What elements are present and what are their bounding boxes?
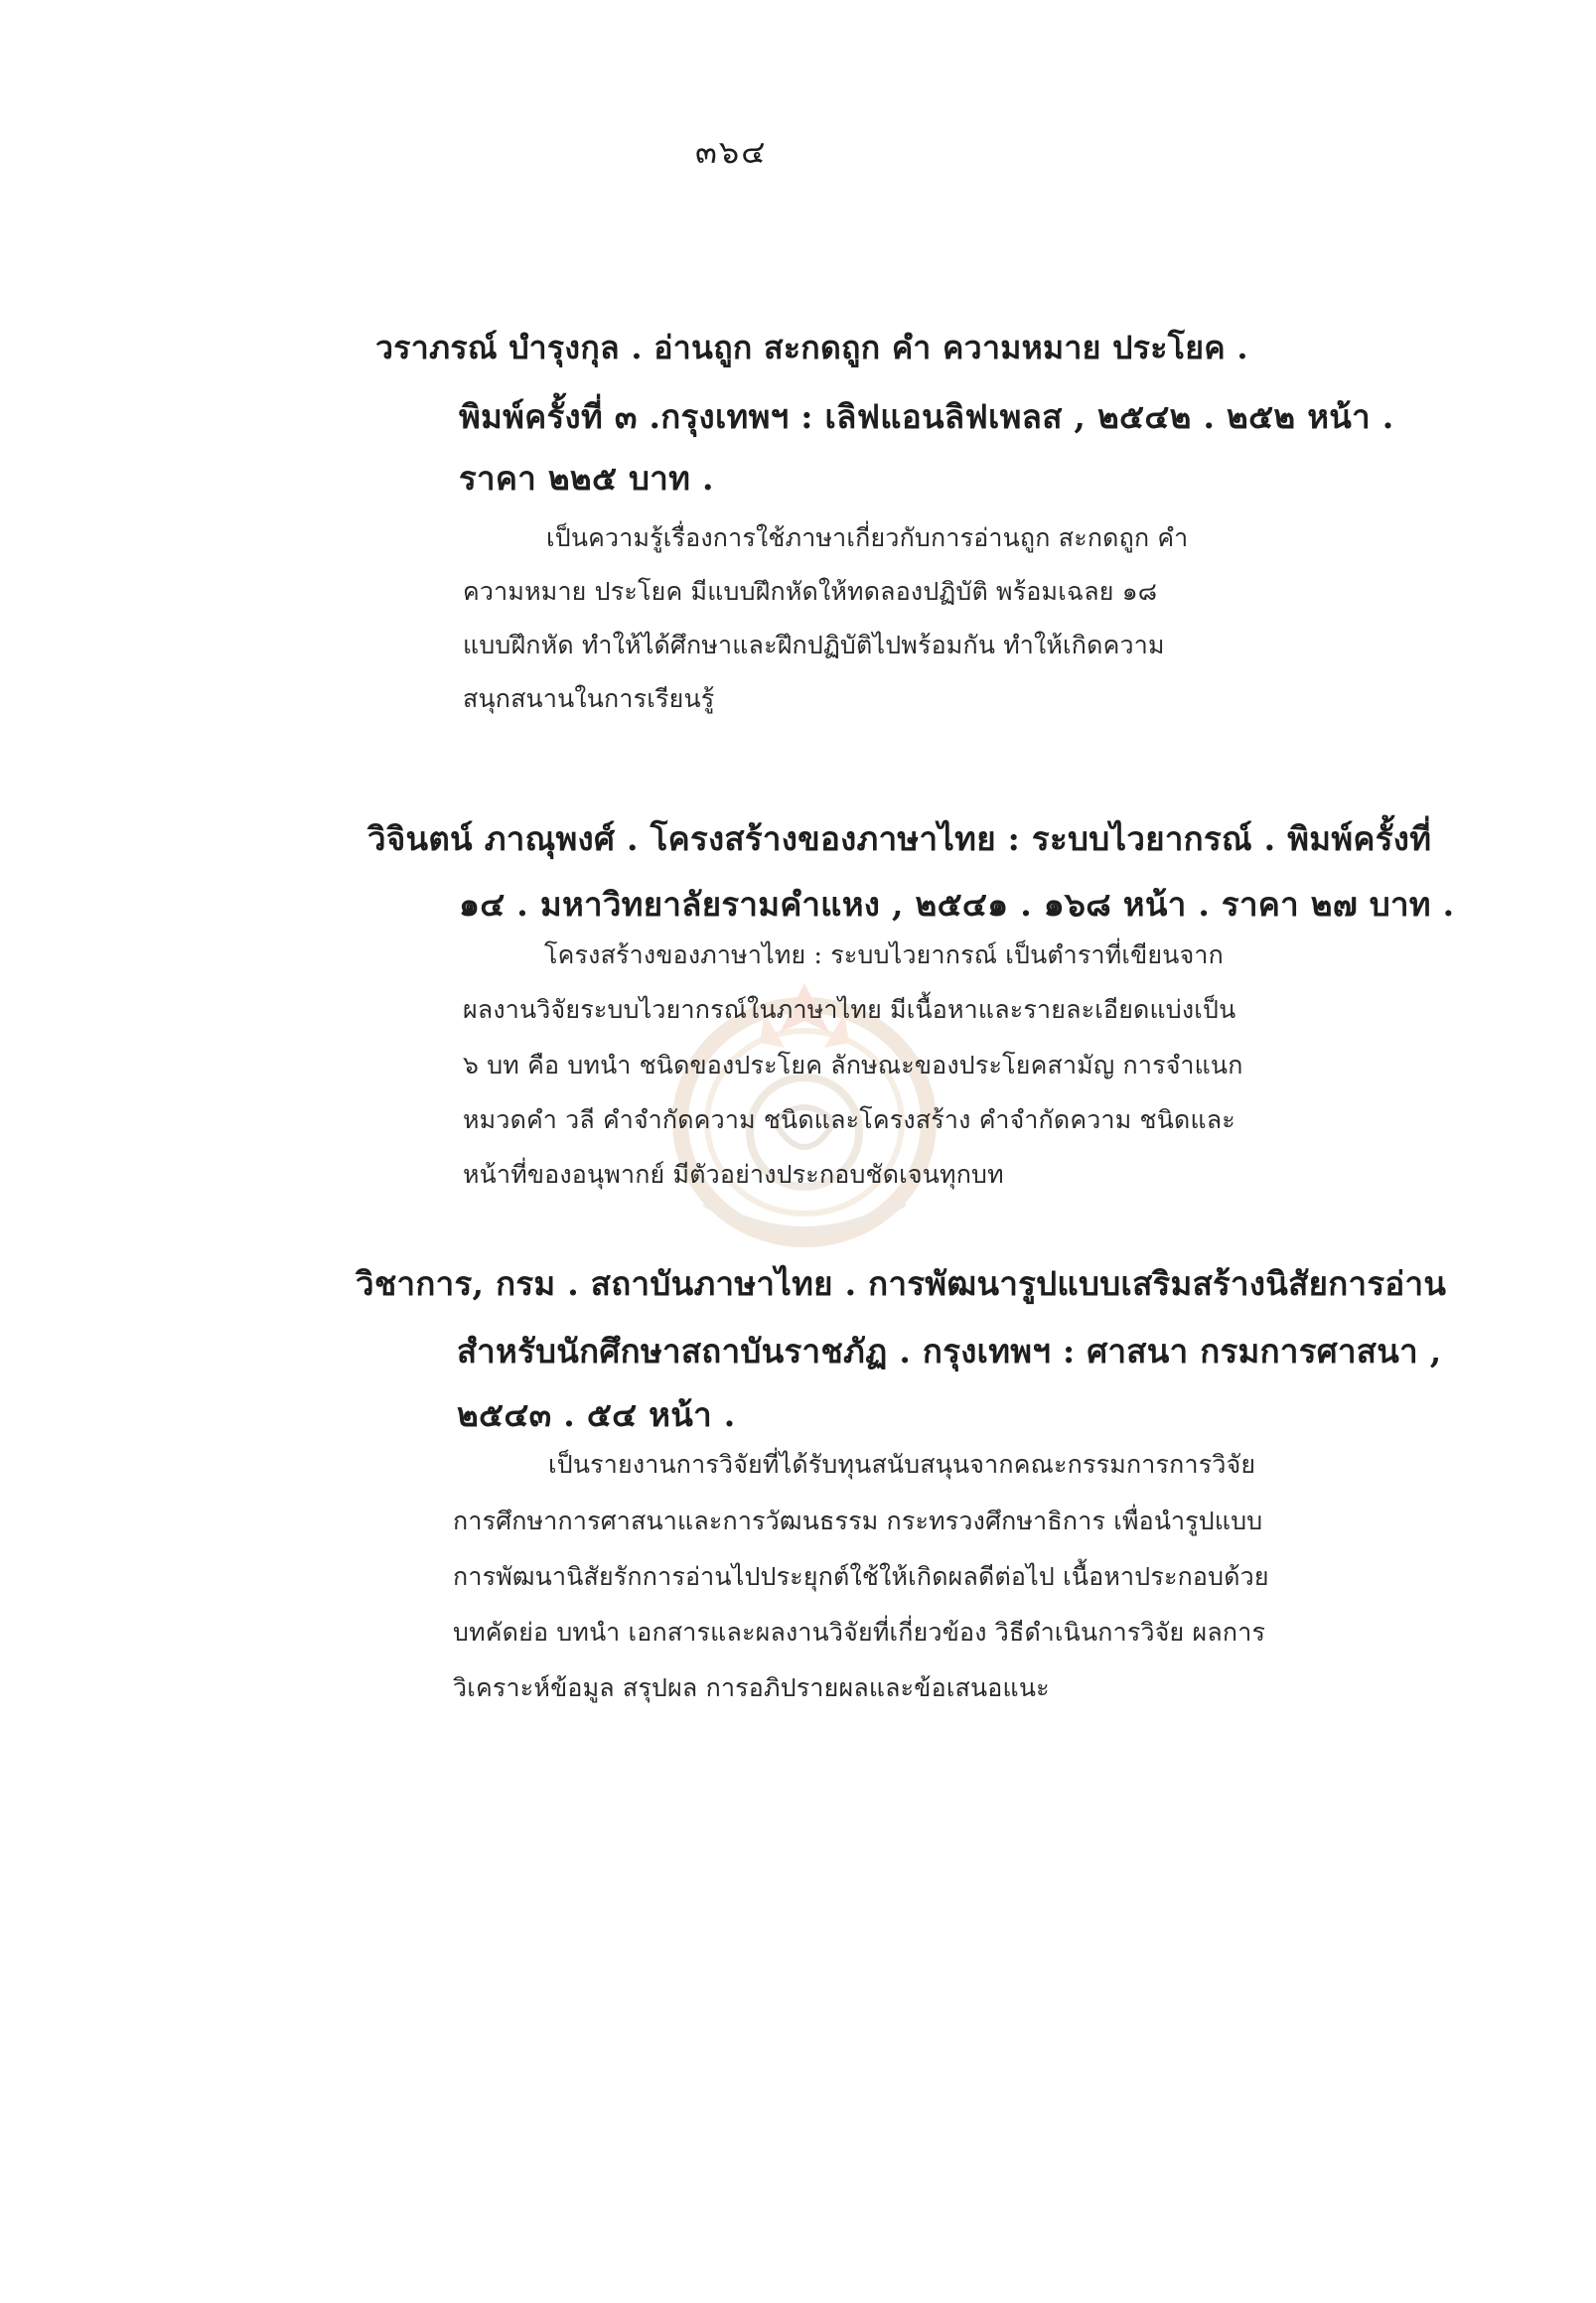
- citation-line: ราคา ๒๒๕ บาท .: [459, 459, 714, 498]
- annotation-line: แบบฝึกหัด ทำให้ได้ศึกษาและฝึกปฏิบัติไปพร้อมกัน ทำให้เกิดความ: [463, 631, 1165, 659]
- page-number: ๓๖๔: [695, 133, 768, 171]
- citation-line: วิจินตน์ ภาณุพงศ์ . โครงสร้างของภาษาไทย : ระบบไวยากรณ์ . พิมพ์ครั้งที่: [367, 819, 1432, 858]
- annotation-line: หน้าที่ของอนุพากย์ มีตัวอย่างประกอบชัดเจนทุกบท: [463, 1160, 1004, 1189]
- citation-line: สำหรับนักศึกษาสถาบันราชภัฏ . กรุงเทพฯ : ศาสนา กรมการศาสนา ,: [457, 1332, 1442, 1370]
- annotation-line: โครงสร้างของภาษาไทย : ระบบไวยากรณ์ เป็นตำราที่เขียนจาก: [544, 940, 1224, 969]
- annotation-line: วิเคราะห์ข้อมูล สรุปผล การอภิปรายผลและข้อเสนอแนะ: [453, 1673, 1050, 1702]
- citation-line: วิชาการ, กรม . สถาบันภาษาไทย . การพัฒนารูปแบบเสริมสร้างนิสัยการอ่าน: [356, 1264, 1447, 1303]
- annotation-line: การศึกษาการศาสนาและการวัฒนธรรม กระทรวงศึกษาธิการ เพื่อนำรูปแบบ: [453, 1507, 1263, 1535]
- annotation-line: หมวดคำ วลี คำจำกัดความ ชนิดและโครงสร้าง คำจำกัดความ ชนิดและ: [463, 1105, 1235, 1134]
- annotation-line: เป็นความรู้เรื่องการใช้ภาษาเกี่ยวกับการอ่านถูก สะกดถูก คำ: [546, 523, 1189, 552]
- annotation-line: ความหมาย ประโยค มีแบบฝึกหัดให้ทดลองปฏิบัติ พร้อมเฉลย ๑๘: [463, 577, 1158, 606]
- annotation-line: สนุกสนานในการเรียนรู้: [463, 684, 715, 713]
- citation-line: ๑๔ . มหาวิทยาลัยรามคำแหง , ๒๕๔๑ . ๑๖๘ หน้า . ราคา ๒๗ บาท .: [459, 885, 1455, 924]
- annotation-line: การพัฒนานิสัยรักการอ่านไปประยุกต์ใช้ให้เกิดผลดีต่อไป เนื้อหาประกอบด้วย: [453, 1562, 1269, 1591]
- annotation-line: ผลงานวิจัยระบบไวยากรณ์ในภาษาไทย มีเนื้อหาและรายละเอียดแบ่งเป็น: [463, 995, 1236, 1024]
- citation-line: วราภรณ์ บำรุงกุล . อ่านถูก สะกดถูก คำ ความหมาย ประโยค .: [375, 329, 1248, 366]
- citation-line: พิมพ์ครั้งที่ ๓ .กรุงเทพฯ : เลิฟแอนลิฟเพลส , ๒๕๔๒ . ๒๕๒ หน้า .: [459, 397, 1394, 436]
- annotation-line: เป็นรายงานการวิจัยที่ได้รับทุนสนับสนุนจากคณะกรรมการการวิจัย: [548, 1450, 1256, 1479]
- annotation-line: ๖ บท คือ บทนำ ชนิดของประโยค ลักษณะของประโยคสามัญ การจำแนก: [463, 1051, 1243, 1080]
- annotation-line: บทคัดย่อ บทนำ เอกสารและผลงานวิจัยที่เกี่ยวข้อง วิธีดำเนินการวิจัย ผลการ: [453, 1618, 1266, 1647]
- citation-line: ๒๕๔๓ . ๕๔ หน้า .: [457, 1395, 736, 1434]
